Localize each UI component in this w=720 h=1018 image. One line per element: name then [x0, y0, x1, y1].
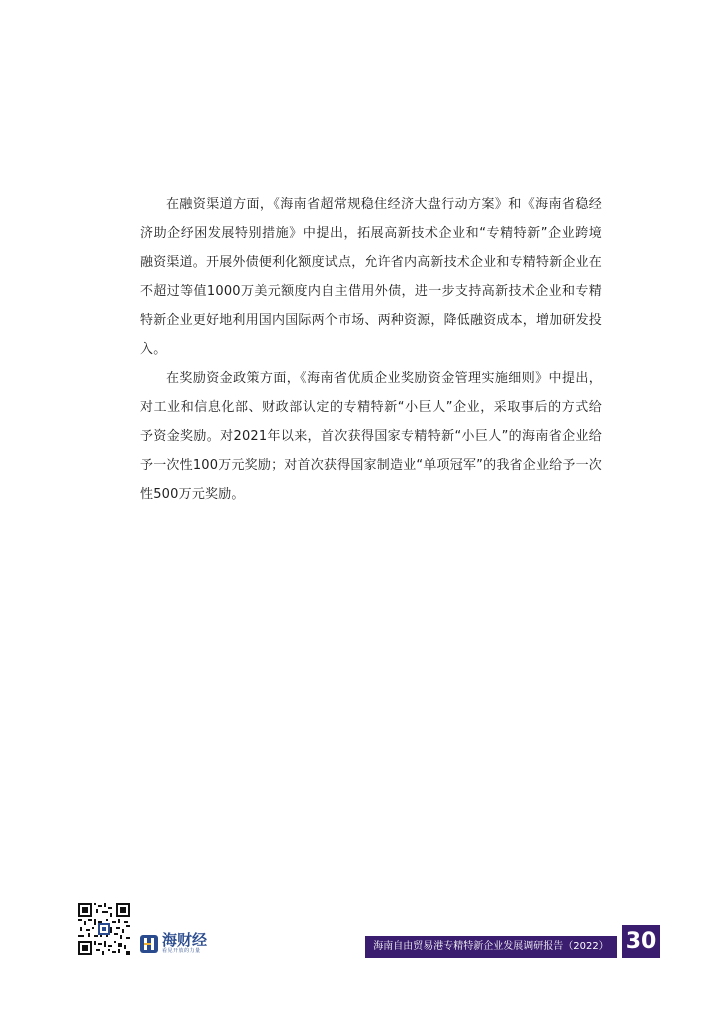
logo-name: 海财经	[162, 931, 208, 949]
brand-logo	[140, 932, 207, 955]
paragraph-financing-channels: 在融资渠道方面，《海南省超常规稳住经济大盘行动方案》和《海南省稳经济助企纾困发展特别措施》中提出，拓展高新技术企业和“专精特新”企业跨境融资渠道。开展外债便利化额度试点，允许省内高新技术企业和专精特新企业在不超过等值1000万美元额度内自主借用外债，进一步支持高新技术企业和专精特新企业更好地利用国内国际两个市场、两种资源，降低融资成本，增加研发投入。	[140, 197, 603, 357]
logo-subtitle: 看见开放的力量	[162, 948, 201, 954]
paragraph-reward-funds: 在奖励资金政策方面，《海南省优质企业奖励资金管理实施细则》中提出，对工业和信息化部、财政部认定的专精特新“小巨人”企业，采取事后的方式给予资金奖励。对2021年以来，首次获得国家专精特新“小巨人”的海南省企业给予一次性100万元奖励；对首次获得国家制造业“单项冠军”的我省企业给予一次性500万元奖励。	[140, 371, 602, 502]
qr-code-icon	[78, 903, 130, 955]
hai-caijing-logo-icon	[140, 935, 158, 953]
page-number: 30	[622, 925, 660, 958]
report-title-bar: 海南自由贸易港专精特新企业发展调研报告（2022）	[365, 936, 617, 958]
body-text	[140, 190, 602, 509]
